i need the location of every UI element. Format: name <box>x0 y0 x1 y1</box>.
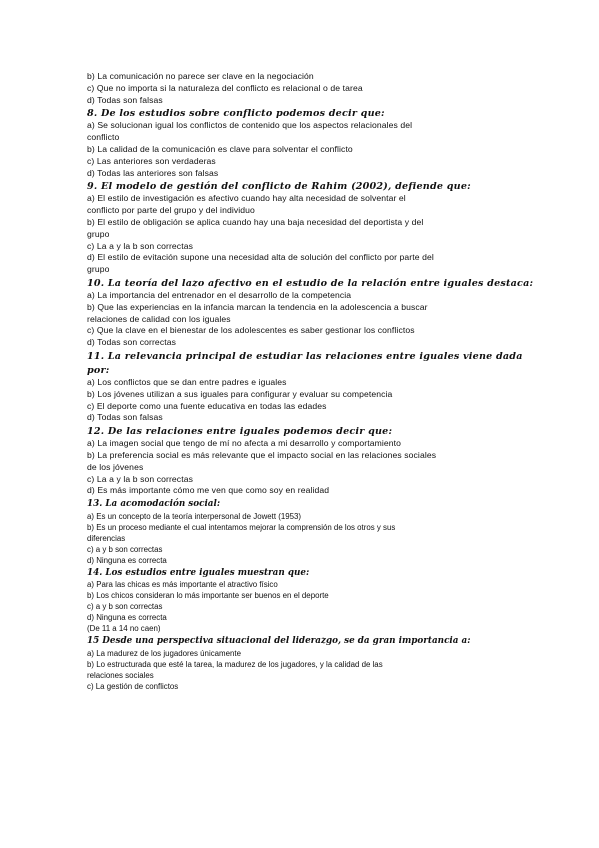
answer-line: b) El estilo de obligación se aplica cuando hay una baja necesidad del deportista y del <box>87 216 424 227</box>
answer-line: c) El deporte como una fuente educativa en todas las edades <box>87 400 327 411</box>
answer-line: b) Lo estructurada que esté la tarea, la madurez de los jugadores, y la calidad de las <box>87 659 383 669</box>
answer-line: a) Se solucionan igual los conflictos de contenido que los aspectos relacionales del <box>87 120 413 131</box>
answer-line: c) Que la clave en el bienestar de los adolescentes es saber gestionar los conflictos <box>87 325 415 336</box>
answer-line: c) La a y la b son correctas <box>87 473 193 484</box>
answer-line: b) Los jóvenes utilizan a sus iguales para configurar y evaluar su competencia <box>87 388 393 399</box>
answer-line: d) Todas son falsas <box>87 94 163 105</box>
answer-line: a) La importancia del entrenador en el desarrollo de la competencia <box>87 289 352 300</box>
answer-line: d) El estilo de evitación supone una necesidad alta de solución del conflicto por parte del <box>87 252 434 263</box>
answer-line: a) Los conflictos que se dan entre padres e iguales <box>87 376 287 387</box>
question-heading: 15 Desde una perspectiva situacional del liderazgo, se da gran importancia a: <box>87 636 471 647</box>
question-heading: 8. De los estudios sobre conflicto podemos decir que: <box>87 108 385 120</box>
answer-line: b) La calidad de la comunicación es clave para solventar el conflicto <box>87 143 353 154</box>
question-heading: 11. La relevancia principal de estudiar las relaciones entre iguales viene dada <box>87 350 523 362</box>
answer-line: a) La madurez de los jugadores únicamente <box>87 648 241 658</box>
answer-line: grupo <box>87 264 110 275</box>
answer-line: conflicto <box>87 132 120 143</box>
answer-line: d) Es más importante cómo me ven que como soy en realidad <box>87 485 330 496</box>
answer-line: (De 11 a 14 no caen) <box>87 624 161 634</box>
answer-line: d) Todas son correctas <box>87 337 176 348</box>
answer-line: c) La a y la b son correctas <box>87 240 193 251</box>
answer-line: a) El estilo de investigación es afectivo cuando hay alta necesidad de solventar el <box>87 193 406 204</box>
answer-line: b) La preferencia social es más relevante que el impacto social en las relaciones sociales <box>87 449 437 460</box>
answer-line: c) Que no importa si la naturaleza del conflicto es relacional o de tarea <box>87 82 363 93</box>
answer-line: c) a y b son correctas <box>87 602 163 612</box>
exam-questions <box>87 71 534 692</box>
answer-line: conflicto por parte del grupo y del individuo <box>87 205 255 216</box>
answer-line: c) a y b son correctas <box>87 544 163 554</box>
answer-line: relaciones de calidad con los iguales <box>87 313 231 324</box>
answer-line: b) Que las experiencias en la infancia marcan la tendencia en la adolescencia a buscar <box>87 301 428 312</box>
answer-line: de los jóvenes <box>87 461 144 472</box>
answer-line: grupo <box>87 228 110 239</box>
answer-line: d) Todas son falsas <box>87 412 163 423</box>
answer-line: c) La gestión de conflictos <box>87 681 179 691</box>
question-heading: 10. La teoría del lazo afectivo en el estudio de la relación entre iguales destaca: <box>87 277 534 289</box>
answer-line: c) Las anteriores son verdaderas <box>87 155 216 166</box>
question-heading: 13. La acomodación social: <box>87 499 221 510</box>
answer-line: diferencias <box>87 533 126 543</box>
question-heading: 9. El modelo de gestión del conflicto de Rahim (2002), defiende que: <box>87 181 471 193</box>
question-heading: 12. De las relaciones entre iguales podemos decir que: <box>87 426 393 438</box>
answer-line: a) La imagen social que tengo de mí no afecta a mi desarrollo y comportamiento <box>87 438 401 449</box>
answer-line: b) Es un proceso mediante el cual intentamos mejorar la comprensión de los otros y sus <box>87 522 396 532</box>
answer-line: a) Para las chicas es más importante el atractivo físico <box>87 580 278 590</box>
answer-line: d) Ninguna es correcta <box>87 613 167 623</box>
answer-line: d) Todas las anteriores son falsas <box>87 167 219 178</box>
answer-line: b) Los chicos consideran lo más importante ser buenos en el deporte <box>87 591 329 601</box>
question-heading: 14. Los estudios entre iguales muestran que: <box>87 567 310 578</box>
answer-line: relaciones sociales <box>87 670 154 680</box>
answer-line: d) Ninguna es correcta <box>87 555 167 565</box>
answer-line: a) Es un concepto de la teoría interpersonal de Jowett (1953) <box>87 511 302 521</box>
question-heading: por: <box>87 364 110 376</box>
answer-line: b) La comunicación no parece ser clave en la negociación <box>87 71 314 81</box>
